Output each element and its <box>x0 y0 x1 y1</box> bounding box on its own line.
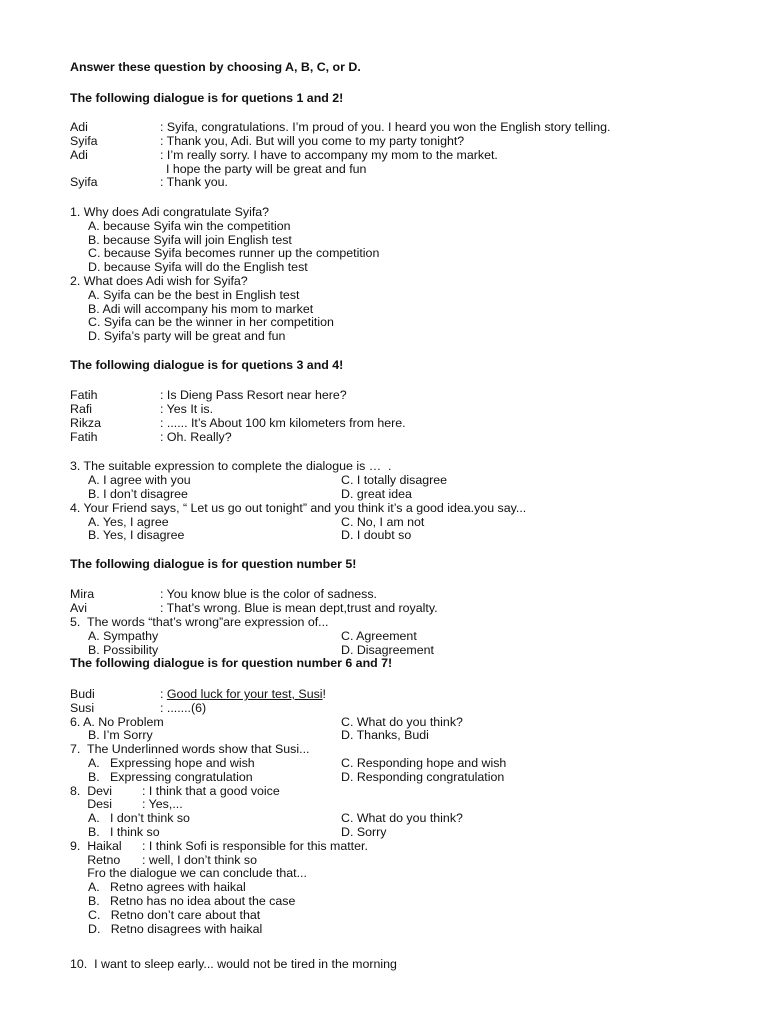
question-10 <box>70 958 730 972</box>
dialogue <box>70 688 730 716</box>
answer-option[interactable]: A. No Problem <box>83 714 164 729</box>
answer-option[interactable]: A. Syifa can be the best in English test <box>88 287 300 302</box>
question-9 <box>70 840 730 937</box>
question-stem: 4. Your Friend says, “ Let us go out tonight” and you think it’s a good idea.you say... <box>70 500 527 515</box>
answer-option[interactable]: D. Sorry <box>341 825 387 840</box>
question-1 <box>70 206 730 275</box>
answer-option[interactable]: B. Expressing congratulation <box>88 769 253 784</box>
question-stem: 10. I want to sleep early... would not be tired in the morning <box>70 957 397 972</box>
question-stem: 1. Why does Adi congratulate Syifa? <box>70 204 270 219</box>
dialogue-line: Mira : You know blue is the color of sadness. <box>70 587 377 602</box>
question-3 <box>70 460 730 501</box>
answer-option[interactable]: D. Thanks, Budi <box>341 728 429 743</box>
question-stem: 3. The suitable expression to complete the dialogue is … . <box>70 459 392 474</box>
answer-row <box>70 644 730 658</box>
answer-row <box>70 630 730 644</box>
exam-page <box>70 61 730 972</box>
answer-option[interactable]: C. What do you think? <box>341 714 463 729</box>
answer-row <box>70 826 730 840</box>
dialogue-line: Fatih : Is Dieng Pass Resort near here? <box>70 388 347 403</box>
answer-option[interactable]: B. Adi will accompany his mom to market <box>88 301 314 316</box>
answer-option[interactable]: A. Expressing hope and wish <box>88 756 255 771</box>
question-6 <box>70 716 730 744</box>
dialogue-line: Rikza : ...... It’s About 100 km kilometers from here. <box>70 415 406 430</box>
answer-option[interactable]: A. I agree with you <box>88 473 191 488</box>
answer-option[interactable]: D. Retno disagrees with haikal <box>88 921 263 936</box>
answer-option[interactable]: D. Disagreement <box>341 642 434 657</box>
answer-option[interactable]: B. I don’t disagree <box>88 486 188 501</box>
question-stem: 2. What does Adi wish for Syifa? <box>70 273 248 288</box>
dialogue-line: Desi : Yes,... <box>70 797 183 812</box>
answer-row <box>70 516 730 530</box>
question-stem: 7. The Underlinned words show that Susi... <box>70 742 310 757</box>
answer-option[interactable]: B. Yes, I disagree <box>88 528 185 543</box>
answer-option[interactable]: C. because Syifa becomes runner up the competition <box>88 246 380 261</box>
answer-row <box>70 474 730 488</box>
answer-option[interactable]: A. Sympathy <box>88 628 159 643</box>
dialogue-line: Syifa : Thank you. <box>70 175 228 190</box>
question-number: 6. <box>70 714 84 729</box>
answer-option[interactable]: C. I totally disagree <box>341 473 448 488</box>
section-heading: The following dialogue is for question number 5! <box>70 556 357 571</box>
answer-option[interactable]: C. Agreement <box>341 628 417 643</box>
dialogue-line: 9. Haikal : I think Sofi is responsible for this matter. <box>70 838 368 853</box>
section-heading: The following dialogue is for quetions 3 and 4! <box>70 357 344 372</box>
dialogue-line: Syifa : Thank you, Adi. But will you come to my party tonight? <box>70 133 465 148</box>
dialogue-line: Adi : Syifa, congratulations. I’m proud of you. I heard you won the English story telling. <box>70 120 611 135</box>
answer-option[interactable]: D. Syifa’s party will be great and fun <box>88 329 286 344</box>
answer-option[interactable]: D. Responding congratulation <box>341 769 505 784</box>
answer-row <box>70 488 730 502</box>
answer-option[interactable]: B. because Syifa will join English test <box>88 232 292 247</box>
section-heading: The following dialogue is for question number 6 and 7! <box>70 656 393 671</box>
answer-option[interactable]: B. I think so <box>88 825 160 840</box>
answer-option[interactable]: A. because Syifa win the competition <box>88 218 291 233</box>
answer-row <box>70 729 730 743</box>
question-5 <box>70 616 730 657</box>
question-7 <box>70 743 730 784</box>
answer-option[interactable]: A. I don’t think so <box>88 811 190 826</box>
dialogue-line: I hope the party will be great and fun <box>166 161 367 176</box>
answer-row <box>70 529 730 543</box>
instruction: Answer these question by choosing A, B, C, or D. <box>70 60 361 74</box>
answer-row <box>70 716 730 730</box>
dialogue <box>70 121 730 190</box>
question-stem: 5. The words “that’s wrong”are expression of... <box>70 615 329 630</box>
answer-option[interactable]: A. Yes, I agree <box>88 514 169 529</box>
dialogue-line: Susi : .......(6) <box>70 700 207 715</box>
answer-option[interactable]: B. I’m Sorry <box>88 728 153 743</box>
question-4 <box>70 502 730 543</box>
answer-option[interactable]: C. What do you think? <box>341 811 463 826</box>
answer-option[interactable]: D. because Syifa will do the English test <box>88 260 308 275</box>
answer-option[interactable]: C. Retno don’t care about that <box>88 907 261 922</box>
answer-option[interactable]: C. Syifa can be the winner in her competition <box>88 315 334 330</box>
dialogue-line: Adi : I’m really sorry. I have to accompany my mom to the market. <box>70 147 498 162</box>
dialogue-line: Rafi : Yes It is. <box>70 402 214 417</box>
underlined-phrase: Good luck for your test, Susi <box>166 687 323 702</box>
dialogue-line: Avi : That’s wrong. Blue is mean dept,trust and royalty. <box>70 601 438 616</box>
answer-option[interactable]: A. Retno agrees with haikal <box>88 880 246 895</box>
section-heading: The following dialogue is for quetions 1 and 2! <box>70 90 344 105</box>
dialogue <box>70 389 730 444</box>
question-2 <box>70 275 730 344</box>
answer-option[interactable]: C. No, I am not <box>341 514 425 529</box>
answer-option[interactable]: B. Possibility <box>88 642 159 657</box>
dialogue-line: Fatih : Oh. Really? <box>70 429 232 444</box>
dialogue <box>70 588 730 616</box>
answer-row <box>70 812 730 826</box>
answer-option[interactable]: B. Retno has no idea about the case <box>88 894 296 909</box>
answer-option[interactable]: D. I doubt so <box>341 528 412 543</box>
answer-option[interactable]: C. Responding hope and wish <box>341 756 507 771</box>
dialogue-line: Budi : Good luck for your test, Susi! <box>70 687 326 702</box>
question-8 <box>70 785 730 840</box>
dialogue-line: Retno : well, I don’t think so <box>70 852 258 867</box>
dialogue-line: 8. Devi : I think that a good voice <box>70 783 280 798</box>
answer-option[interactable]: D. great idea <box>341 486 412 501</box>
question-stem: Fro the dialogue we can conclude that... <box>70 866 307 881</box>
answer-row <box>70 757 730 771</box>
answer-row <box>70 771 730 785</box>
